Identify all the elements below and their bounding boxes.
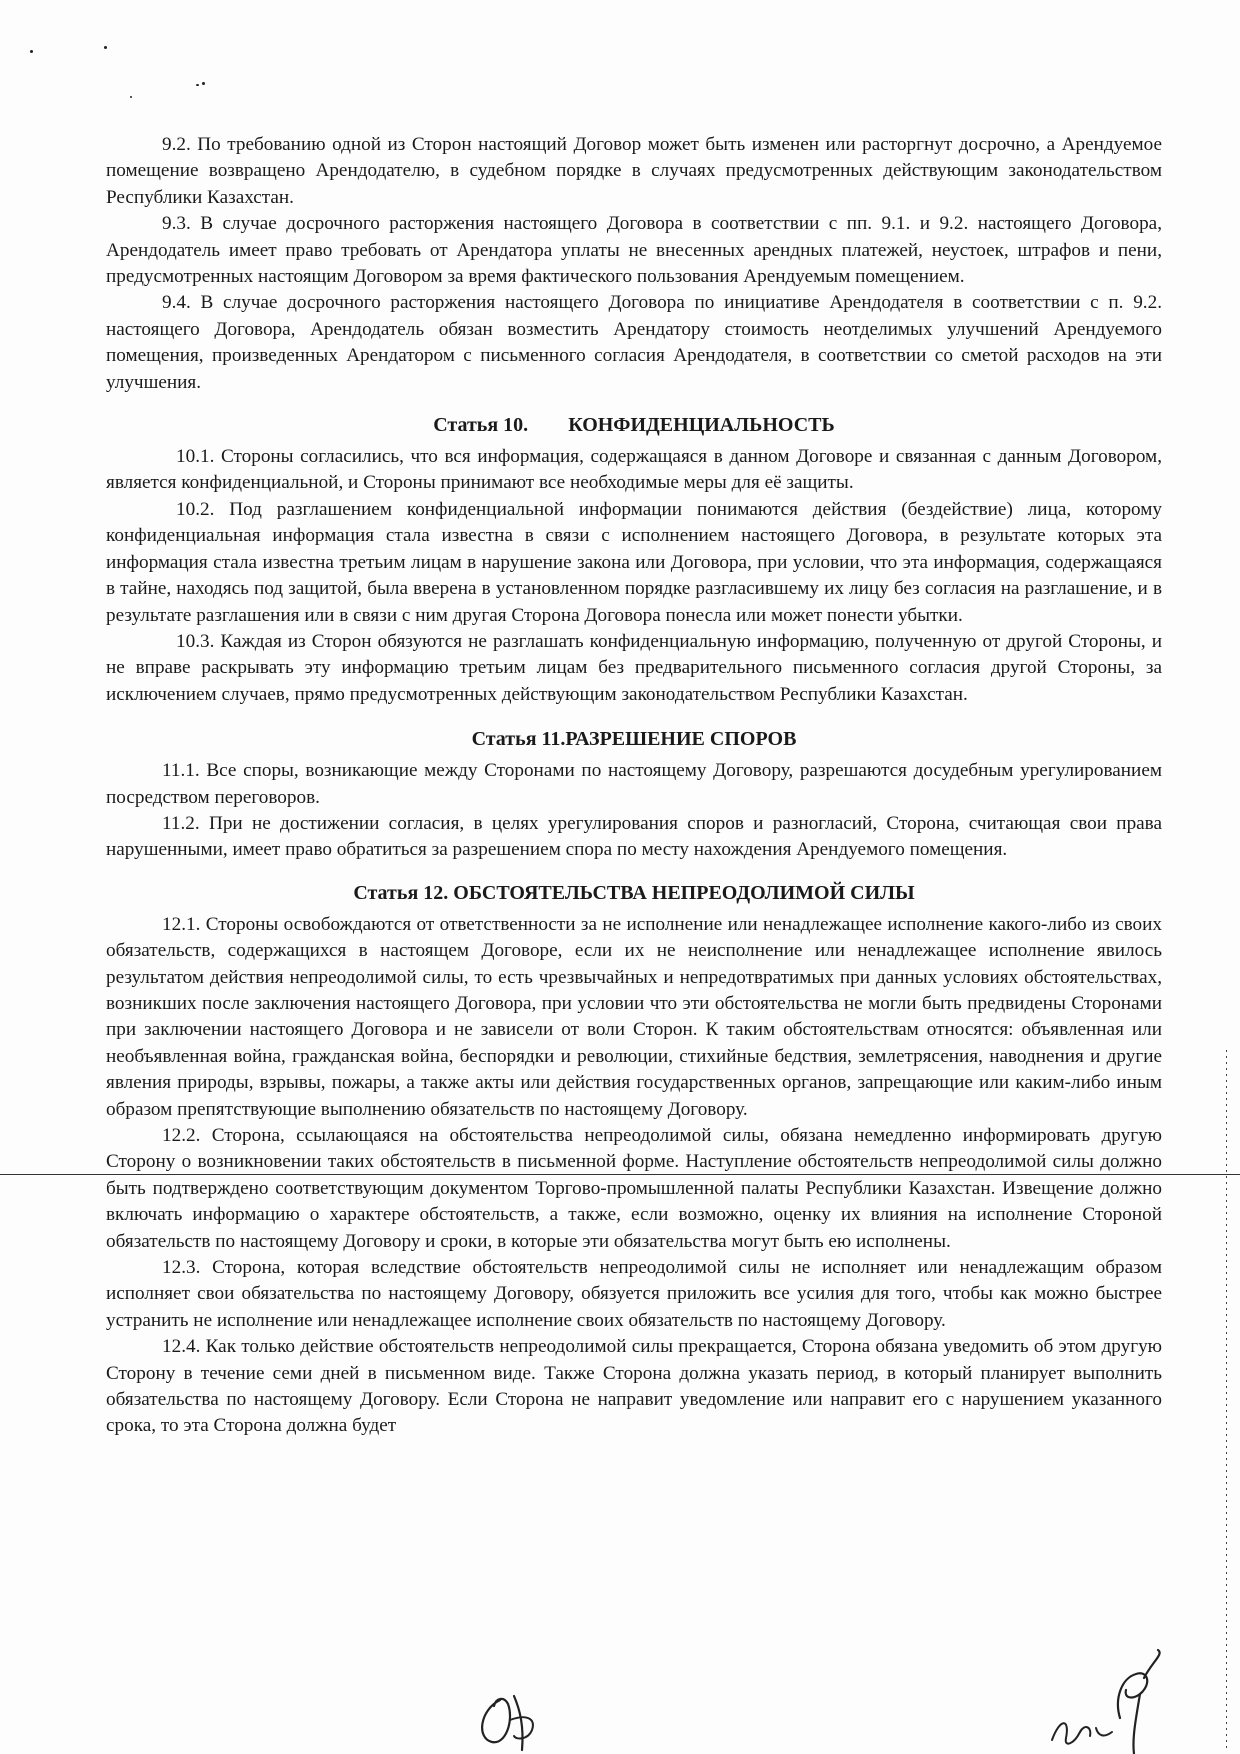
clause-11-2: 11.2. При не достижении согласия, в целях урегулирования споров и разногласий, Сторона, считающая свои права нарушенными, имеет право обратиться за разрешением спора по месту нахождения Арендуемого помещения. xyxy=(106,812,1162,861)
clause-12-4: 12.4. Как только действие обстоятельств непреодолимой силы прекращается, Сторона обязана уведомить об этом другую Сторону в течение семи дней в письменном виде. Также Сторона должна указать период, в который планирует выполнить обязательства по настоящему Договору. Если Сторона не направит уведомление или направит его с нарушением указанного срока, то эта Сторона должна будет xyxy=(106,1336,1162,1437)
scan-speck xyxy=(130,96,132,98)
scan-edge-artifact xyxy=(1226,1050,1227,1750)
scan-speck xyxy=(196,84,199,86)
clause-11-1: 11.1. Все споры, возникающие между Сторонами по настоящему Договору, разрешаются досудебным урегулированием посредством переговоров. xyxy=(106,760,1162,808)
clause-12-2: 12.2. Сторона, ссылающаяся на обстоятельства непреодолимой силы, обязана немедленно информировать другую Сторону о возникновении таких обстоятельств в письменной форме. Наступление обстоятельств непреодолимой силы должно быть подтверждено соответствующим документом Торгово-промышленной палаты Республики Казахстан. Извещение должно включать информацию о характере обстоятельств, а также, если возможно, оценку их влияния на исполнение Стороной обязательств по настоящему Договору и сроки, в которые эти обязательства могут быть ею исполнены. xyxy=(106,1125,1162,1252)
scan-speck xyxy=(30,50,33,53)
clause-12-3: 12.3. Сторона, которая вследствие обстоятельств непреодолимой силы не исполняет или ненадлежащим образом исполняет свои обязательства по настоящему Договору, обязуется приложить все усилия для того, чтобы как можно быстрее устранить не исполнение или ненадлежащее исполнение своих обязательств по настоящему Договору. xyxy=(106,1257,1162,1331)
clause-10-2: 10.2. Под разглашением конфиденциальной информации понимаются действия (бездействие) лица, которому конфиденциальная информация стала известна в связи с исполнением настоящего Договора, в результате которых эта информация стала известна третьим лицам в нарушение закона или Договора, при условии, что эта информация, содержащаяся в тайне, находясь под защитой, была вверена в установленном порядке разгласившему их лицу без согласия на разглашение, и в результате разглашения или в связи с ним другая Сторона Договора понесла или может понести убытки. xyxy=(106,498,1162,626)
scan-speck xyxy=(104,46,107,49)
clause-10-3: 10.3. Каждая из Сторон обязуются не разглашать конфиденциальную информацию, полученную от другой Стороны, и не вправе раскрывать эту информацию третьим лицам без предварительного письменного согласия другой Стороны, за исключением случаев, прямо предусмотренных действующим законодательством Республики Казахстан. xyxy=(106,630,1162,705)
article-11-heading: Статья 11.РАЗРЕШЕНИЕ СПОРОВ xyxy=(471,728,797,751)
clause-12-1: 12.1. Стороны освобождаются от ответственности за не исполнение или ненадлежащее исполнение какого-либо из своих обязательств, содержащихся в настоящем Договоре, если их не неисполнение или ненадлежащее исполнение явилось результатом действия непреодолимой силы, то есть чрезвычайных и непредотвратимых при данных условиях обстоятельствах, возникших после заключения настоящего Договора, при условии что эти обстоятельства не могли быть предвидены Сторонами при заключении настоящего Договора и не зависели от воли Сторон. К таким обстоятельствам относятся: объявленная или необъявленная война, гражданская война, беспорядки и революции, стихийные бедствия, землетрясения, наводнения и другие явления природы, взрывы, пожары, а также акты или действия государственных органов, запрещающие или каким-либо иным образом препятствующие выполнению обязательств по настоящему Договору. xyxy=(106,913,1162,1120)
clause-9-2: 9.2. По требованию одной из Сторон настоящий Договор может быть изменен или расторгнут досрочно, а Арендуемое помещение возвращено Арендодателю, в судебном порядке в случаях предусмотренных действующим законодательством Республики Казахстан. xyxy=(106,134,1162,208)
clause-9-3: 9.3. В случае досрочного расторжения настоящего Договора в соответствии с пп. 9.1. и 9.2. настоящего Договора, Арендодатель имеет право требовать от Арендатора уплаты не внесенных арендных платежей, неустоек, штрафов и пени, предусмотренных настоящим Договором за время фактического пользования Арендуемым помещением. xyxy=(106,213,1162,288)
clause-10-1: 10.1. Стороны согласились, что вся информация, содержащаяся в данном Договоре и связанная с данным Договором, является конфиденциальной, и Стороны принимают все необходимые меры для её защиты. xyxy=(106,446,1162,494)
article-10-number: Статья 10. xyxy=(433,414,529,437)
signature-initials-right xyxy=(1040,1648,1180,1754)
article-10-title: КОНФИДЕНЦИАЛЬНОСТЬ xyxy=(568,414,835,437)
article-12-heading: Статья 12. ОБСТОЯТЕЛЬСТВА НЕПРЕОДОЛИМОЙ СИЛЫ xyxy=(353,881,915,904)
article-10-heading xyxy=(106,412,1162,438)
clause-9-4: 9.4. В случае досрочного расторжения настоящего Договора по инициативе Арендодателя в соответствии с п. 9.2. настоящего Договора, Арендодатель обязан возместить Арендатору стоимость неотделимых улучшений Арендуемого помещения, произведенных Арендатором с письменного согласия Арендодателя, в соответствии со сметой расходов на эти улучшения. xyxy=(106,292,1162,393)
scan-speck xyxy=(202,82,205,85)
signature-initials-left xyxy=(470,1690,560,1754)
document-body xyxy=(106,132,1162,1440)
